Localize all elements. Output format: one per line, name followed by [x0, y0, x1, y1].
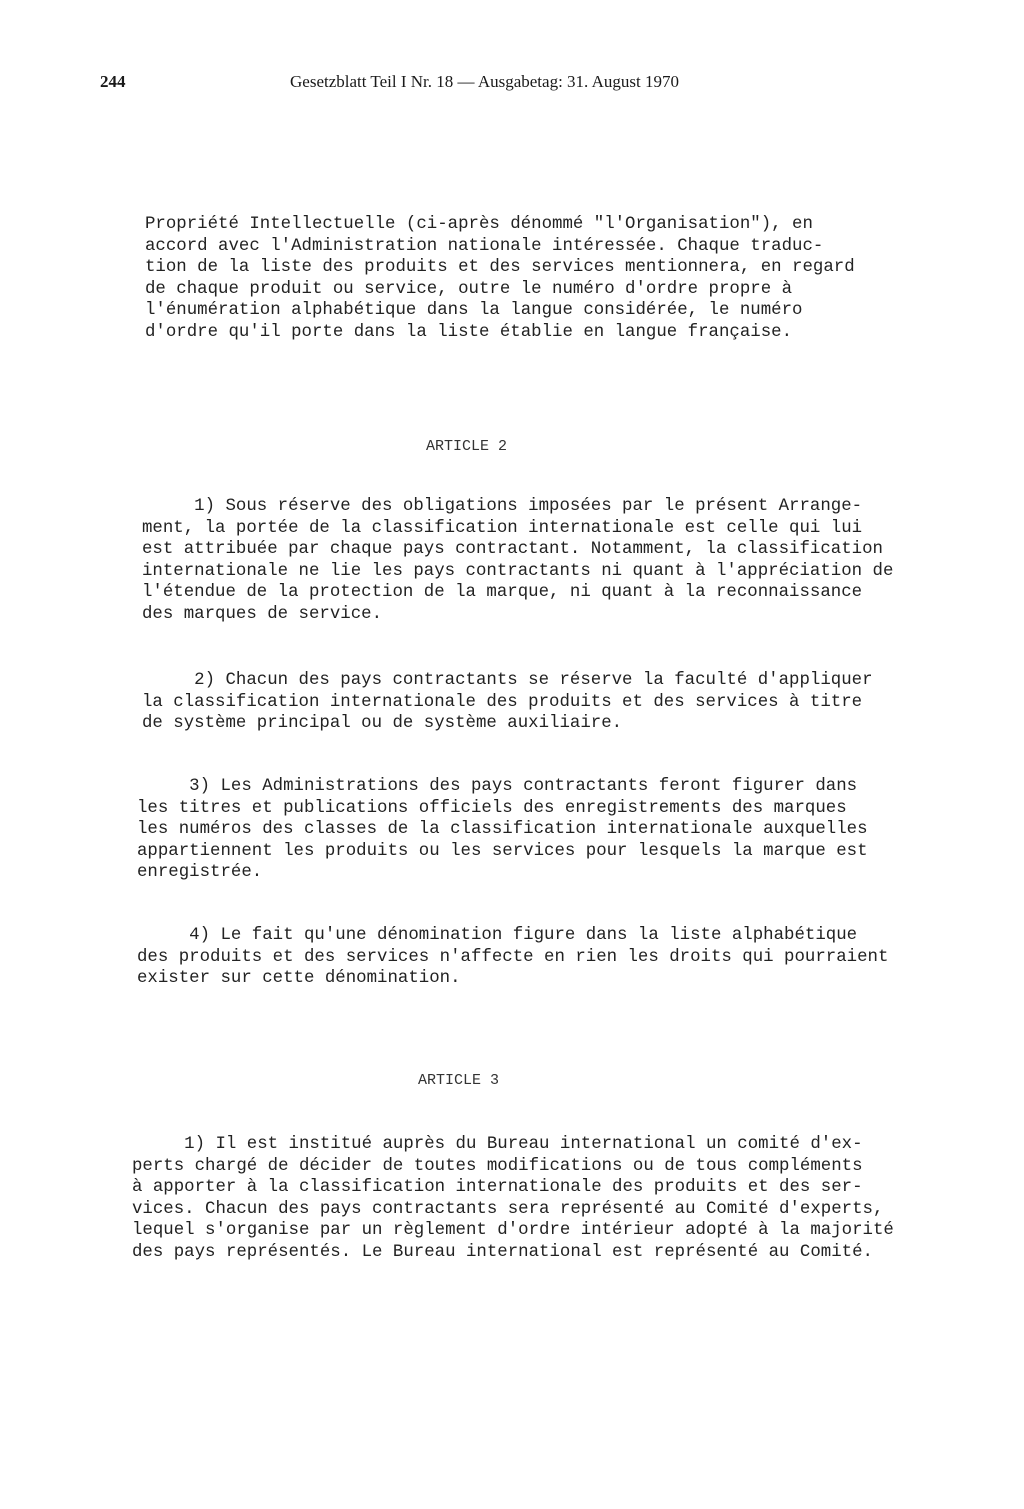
text-line: ment, la portée de la classification internationale est celle qui lui [142, 518, 863, 538]
page-number: 244 [100, 72, 126, 91]
article-3-heading: ARTICLE 3 [418, 1072, 500, 1089]
text-line: 1) Sous réserve des obligations imposées par le présent Arrange- [142, 497, 863, 516]
text-line: les numéros des classes de la classification internationale auxquelles [137, 820, 868, 840]
article-2-heading: ARTICLE 2 [426, 438, 508, 455]
text-line: des marques de service. [142, 604, 383, 624]
text-line: des produits et des services n'affecte en rien les droits qui pourraient [137, 947, 889, 967]
text-line: 4) Le fait qu'une dénomination figure dans la liste alphabétique [137, 926, 858, 945]
text-line: à apporter à la classification internationale des produits et des ser- [132, 1178, 863, 1198]
article-2-paragraph-2 [142, 670, 873, 735]
text-line: d'ordre qu'il porte dans la liste établie en langue française. [145, 322, 793, 342]
text-line: appartiennent les produits ou les services pour lesquels la marque est [137, 841, 868, 861]
running-head [100, 72, 790, 96]
text-line: l'étendue de la protection de la marque, ni quant à la reconnaissance [142, 583, 863, 603]
text-line: 1) Il est institué auprès du Bureau international un comité d'ex- [132, 1135, 863, 1154]
journal-title: Gesetzblatt Teil I Nr. 18 — Ausgabetag: 31. August 1970 [290, 72, 679, 91]
text-line: de chaque produit ou service, outre le numéro d'ordre propre à [145, 279, 793, 299]
text-line: perts chargé de décider de toutes modifications ou de tous compléments [132, 1156, 863, 1176]
text-line: est attribuée par chaque pays contractant. Notamment, la classification [142, 540, 883, 560]
text-line: exister sur cette dénomination. [137, 969, 461, 989]
text-line: vices. Chacun des pays contractants sera représenté au Comité d'experts, [132, 1199, 884, 1219]
text-line: tion de la liste des produits et des services mentionnera, en regard [145, 258, 855, 278]
text-line: des pays représentés. Le Bureau international est représenté au Comité. [132, 1242, 873, 1262]
text-line: enregistrée. [137, 863, 263, 883]
text-line: 2) Chacun des pays contractants se réserve la faculté d'appliquer [142, 671, 873, 690]
text-line: les titres et publications officiels des enregistrements des marques [137, 798, 847, 818]
article-2-paragraph-3 [137, 776, 868, 884]
text-line: Propriété Intellectuelle (ci-après dénommé "l'Organisation"), en [145, 215, 813, 234]
article-2-paragraph-4 [137, 925, 888, 990]
text-line: de système principal ou de système auxiliaire. [142, 714, 623, 734]
continuation-paragraph [145, 214, 855, 344]
text-line: lequel s'organise par un règlement d'ordre intérieur adopté à la majorité [132, 1221, 894, 1241]
article-3-paragraph-1 [132, 1134, 894, 1264]
text-line: 3) Les Administrations des pays contractants feront figurer dans [137, 777, 858, 796]
text-line: l'énumération alphabétique dans la langue considérée, le numéro [145, 301, 803, 321]
text-line: internationale ne lie les pays contractants ni quant à l'appréciation de [142, 561, 894, 581]
text-line: la classification internationale des produits et des services à titre [142, 692, 863, 712]
text-line: accord avec l'Administration nationale intéressée. Chaque traduc- [145, 236, 824, 256]
article-2-paragraph-1 [142, 496, 893, 626]
